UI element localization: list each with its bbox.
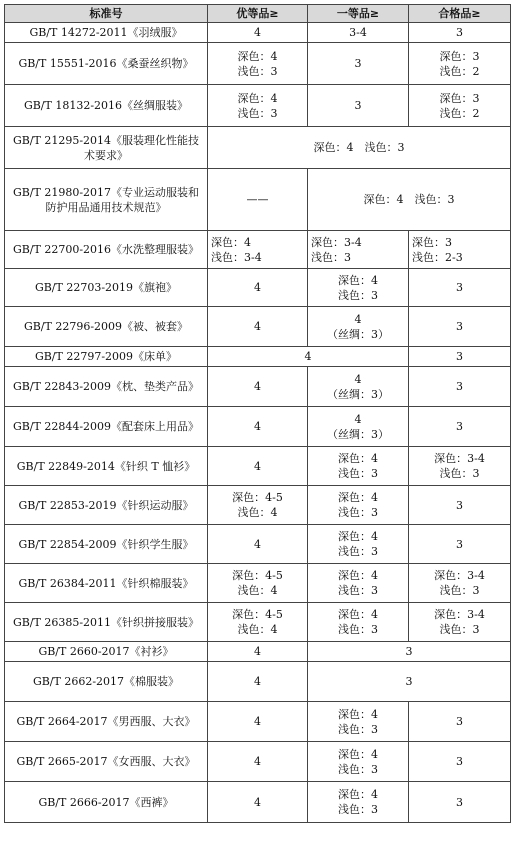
- cell-text-line: GB/T 21980-2017《专业运动服装和: [12, 185, 200, 199]
- grade-value-cell: [208, 85, 308, 127]
- cell-text-line: GB/T 22844-2009《配套床上用品》: [12, 420, 200, 433]
- table-row: [5, 662, 511, 702]
- cell-text-line: 3: [456, 755, 463, 768]
- grade-value-cell: [409, 367, 511, 407]
- grade-value-cell: [208, 23, 308, 43]
- grade-value-cell: [308, 85, 409, 127]
- table-row: [5, 603, 511, 642]
- table-row: [5, 564, 511, 603]
- cell-text-line: 浅色：3: [338, 762, 378, 776]
- cell-text-line: GB/T 22843-2009《枕、垫类产品》: [12, 380, 200, 393]
- cell-text-line: 深色：3: [439, 91, 480, 105]
- cell-text-line: 4: [254, 380, 261, 393]
- cell-text-line: 深色：4: [338, 273, 378, 287]
- table-row: [5, 702, 511, 742]
- standard-number-cell: [5, 269, 208, 307]
- standard-number-cell: [5, 85, 208, 127]
- grade-value-cell: [208, 525, 308, 564]
- cell-text-line: 4: [254, 26, 261, 39]
- standard-number-cell: [5, 447, 208, 486]
- cell-text-line: 4: [304, 350, 312, 363]
- grade-value-cell: [208, 43, 308, 85]
- grade-value-cell: [308, 486, 409, 525]
- cell-text-line: 深色：4: [338, 608, 378, 621]
- cell-text-line: GB/T 14272-2011《羽绒服》: [29, 26, 183, 39]
- cell-text-line: 3: [456, 715, 463, 728]
- cell-text-line: 3: [456, 537, 463, 551]
- cell-text-line: 深色：4: [338, 788, 378, 801]
- cell-text-line: 4: [254, 675, 261, 688]
- cell-text-line: 深色：4: [211, 235, 251, 249]
- standard-number-cell: [5, 742, 208, 782]
- standard-number-cell: [5, 347, 208, 367]
- cell-text-line: GB/T 2666-2017《西裤》: [38, 795, 174, 809]
- grade-value-cell: [208, 269, 308, 307]
- grade-value-cell: [308, 231, 409, 269]
- cell-text-line: GB/T 22796-2009《被、被套》: [23, 320, 189, 333]
- cell-text-line: 术要求》: [84, 148, 128, 162]
- cell-text-line: 4: [254, 755, 261, 768]
- grade-value-cell: [308, 367, 409, 407]
- cell-text-line: 4: [254, 795, 261, 809]
- table-row: [5, 407, 511, 447]
- cell-text-line: 深色：3-4: [434, 569, 485, 582]
- cell-text-line: 深色：4 浅色：3: [363, 193, 455, 206]
- standard-number-cell: [5, 23, 208, 43]
- cell-text-line: 4: [254, 459, 261, 473]
- cell-text-line: GB/T 26384-2011《针织棉服装》: [18, 576, 194, 590]
- cell-text-line: GB/T 2664-2017《男西服、大衣》: [16, 715, 196, 728]
- grade-value-cell: [208, 603, 308, 642]
- grade-value-cell: [308, 43, 409, 85]
- cell-text-line: 浅色：4: [237, 584, 278, 597]
- grade-value-cell: [409, 447, 511, 486]
- cell-text-line: 浅色：3-4: [211, 250, 262, 264]
- cell-text-line: 浅色：4: [237, 506, 278, 519]
- grade-value-cell: [409, 742, 511, 782]
- table-row: [5, 43, 511, 85]
- color-fastness-standards-table: [4, 4, 511, 823]
- cell-text-line: 深色：4 浅色：3: [313, 141, 405, 154]
- cell-text-line: 浅色：3: [338, 584, 378, 597]
- grade-value-cell: [308, 169, 511, 231]
- cell-text-line: 3: [456, 498, 463, 512]
- cell-text-line: （丝绸：3）: [327, 387, 389, 401]
- cell-text-line: 防护用品通用技术规范》: [45, 200, 167, 214]
- cell-text-line: 4: [354, 372, 362, 386]
- grade-value-cell: [208, 642, 308, 662]
- standard-number-cell: [5, 662, 208, 702]
- table-row: [5, 23, 511, 43]
- grade-value-cell: [409, 347, 511, 367]
- cell-text-line: 3-4: [349, 26, 367, 39]
- grade-value-cell: [308, 525, 409, 564]
- grade-value-cell: [208, 782, 308, 823]
- cell-text-line: GB/T 21295-2014《服装理化性能技: [12, 133, 200, 147]
- standard-number-cell: [5, 367, 208, 407]
- cell-text-line: 浅色：3: [338, 722, 378, 736]
- cell-text-line: 4: [254, 715, 261, 728]
- cell-text-line: 深色：4-5: [232, 569, 283, 582]
- grade-value-cell: [208, 702, 308, 742]
- cell-text-line: 3: [456, 350, 463, 363]
- grade-value-cell: [308, 407, 409, 447]
- cell-text-line: 浅色：3: [439, 623, 480, 636]
- cell-text-line: 深色：4-5: [232, 608, 283, 621]
- cell-text-line: 4: [254, 645, 261, 658]
- cell-text-line: 浅色：3: [338, 623, 378, 636]
- header-row: [5, 5, 511, 23]
- table-row: [5, 307, 511, 347]
- grade-value-cell: [308, 642, 511, 662]
- grade-value-cell: [308, 564, 409, 603]
- cell-text-line: 深色：4: [338, 747, 378, 761]
- cell-text-line: 深色：3: [412, 235, 452, 249]
- cell-text-line: 4: [354, 312, 362, 326]
- standard-number-cell: [5, 407, 208, 447]
- grade-value-cell: [409, 782, 511, 823]
- grade-value-cell: [409, 407, 511, 447]
- cell-text-line: 3: [456, 26, 463, 39]
- grade-value-cell: [409, 525, 511, 564]
- header-superior-grade: 优等品≥: [208, 5, 308, 23]
- cell-text-line: 3: [354, 99, 362, 112]
- cell-text-line: 深色：3-4: [434, 608, 485, 621]
- grade-value-cell: [409, 269, 511, 307]
- cell-text-line: 深色：4: [338, 569, 378, 582]
- grade-value-cell: [409, 702, 511, 742]
- table-row: [5, 742, 511, 782]
- grade-value-cell: [308, 307, 409, 347]
- cell-text-line: 浅色：3: [338, 545, 378, 558]
- cell-text-line: GB/T 2660-2017《衬衫》: [38, 645, 174, 658]
- grade-value-cell: [308, 742, 409, 782]
- table-row: [5, 347, 511, 367]
- cell-text-line: 浅色：3: [338, 288, 378, 302]
- grade-value-cell: [308, 782, 409, 823]
- grade-value-cell: [208, 231, 308, 269]
- grade-value-cell: [208, 486, 308, 525]
- grade-value-cell: [308, 702, 409, 742]
- cell-text-line: 浅色：2: [439, 64, 480, 78]
- standard-number-cell: [5, 169, 208, 231]
- cell-text-line: 浅色：2-3: [412, 250, 463, 264]
- table-row: [5, 85, 511, 127]
- grade-value-cell: [409, 43, 511, 85]
- grade-value-cell: [208, 564, 308, 603]
- standard-number-cell: [5, 702, 208, 742]
- table-row: [5, 169, 511, 231]
- cell-text-line: 3: [456, 380, 463, 393]
- cell-text-line: 4: [254, 537, 261, 551]
- cell-text-line: 3: [456, 795, 463, 809]
- cell-text-line: 深色：4: [338, 530, 378, 543]
- cell-text-line: 深色：4-5: [232, 491, 283, 504]
- cell-text-line: 浅色：3: [439, 584, 480, 597]
- table-row: [5, 642, 511, 662]
- grade-value-cell: [308, 662, 511, 702]
- standard-number-cell: [5, 307, 208, 347]
- cell-text-line: 4: [254, 420, 261, 433]
- cell-text-line: 浅色：4: [237, 623, 278, 636]
- cell-text-line: 深色：4: [237, 91, 278, 105]
- grade-value-cell: [208, 127, 511, 169]
- cell-text-line: 浅色：3: [311, 250, 351, 264]
- grade-value-cell: [409, 564, 511, 603]
- standard-number-cell: [5, 642, 208, 662]
- cell-text-line: 3: [456, 320, 463, 333]
- cell-text-line: （丝绸：3）: [327, 427, 389, 441]
- standard-number-cell: [5, 603, 208, 642]
- table-row: [5, 486, 511, 525]
- grade-value-cell: [308, 269, 409, 307]
- header-first-grade: 一等品≥: [308, 5, 409, 23]
- cell-text-line: GB/T 22853-2019《针织运动服》: [18, 498, 194, 512]
- cell-text-line: 深色：3: [439, 49, 480, 63]
- table-row: [5, 127, 511, 169]
- cell-text-line: ——: [246, 193, 269, 206]
- cell-text-line: 浅色：2: [439, 106, 480, 120]
- grade-value-cell: [308, 603, 409, 642]
- cell-text-line: GB/T 2665-2017《女西服、大衣》: [16, 755, 196, 768]
- cell-text-line: 浅色：3: [439, 467, 480, 480]
- table-row: [5, 367, 511, 407]
- grade-value-cell: [208, 307, 308, 347]
- cell-text-line: 深色：4: [237, 49, 278, 63]
- table-row: [5, 231, 511, 269]
- cell-text-line: （丝绸：3）: [327, 327, 389, 341]
- table-row: [5, 447, 511, 486]
- standard-number-cell: [5, 231, 208, 269]
- cell-text-line: 深色：4: [338, 452, 378, 465]
- grade-value-cell: [409, 231, 511, 269]
- cell-text-line: 3: [456, 281, 463, 294]
- cell-text-line: GB/T 22700-2016《水洗整理服装》: [12, 243, 200, 256]
- cell-text-line: GB/T 18132-2016《丝绸服装》: [23, 99, 189, 112]
- grade-value-cell: [208, 169, 308, 231]
- cell-text-line: 深色：4: [338, 491, 378, 504]
- cell-text-line: 深色：3-4: [311, 235, 362, 249]
- grade-value-cell: [308, 447, 409, 486]
- grade-value-cell: [409, 307, 511, 347]
- cell-text-line: 深色：4: [338, 707, 378, 721]
- grade-value-cell: [409, 23, 511, 43]
- cell-text-line: 3: [405, 645, 413, 658]
- cell-text-line: 4: [254, 320, 261, 333]
- cell-text-line: 4: [254, 281, 261, 294]
- grade-value-cell: [208, 347, 409, 367]
- cell-text-line: GB/T 22703-2019《旗袍》: [34, 281, 178, 294]
- cell-text-line: 浅色：3: [338, 803, 378, 816]
- table-body: [5, 23, 511, 823]
- cell-text-line: GB/T 26385-2011《针织拼接服装》: [12, 615, 200, 629]
- table-row: [5, 525, 511, 564]
- grade-value-cell: [208, 447, 308, 486]
- cell-text-line: 深色：3-4: [434, 452, 485, 465]
- table-row: [5, 782, 511, 823]
- cell-text-line: 3: [354, 57, 362, 70]
- standard-number-cell: [5, 486, 208, 525]
- grade-value-cell: [308, 23, 409, 43]
- standard-number-cell: [5, 127, 208, 169]
- grade-value-cell: [409, 486, 511, 525]
- header-standard-number: 标准号: [5, 5, 208, 23]
- standard-number-cell: [5, 43, 208, 85]
- cell-text-line: 浅色：3: [237, 64, 278, 78]
- cell-text-line: GB/T 22854-2009《针织学生服》: [18, 537, 194, 551]
- cell-text-line: 浅色：3: [237, 106, 278, 120]
- standard-number-cell: [5, 564, 208, 603]
- cell-text-line: GB/T 22797-2009《床单》: [34, 350, 178, 363]
- grade-value-cell: [208, 662, 308, 702]
- cell-text-line: GB/T 22849-2014《针织 T 恤衫》: [16, 459, 196, 473]
- standard-number-cell: [5, 525, 208, 564]
- header-qualified-grade: 合格品≥: [409, 5, 511, 23]
- grade-value-cell: [409, 85, 511, 127]
- grade-value-cell: [208, 407, 308, 447]
- grade-value-cell: [208, 742, 308, 782]
- standard-number-cell: [5, 782, 208, 823]
- cell-text-line: 4: [354, 412, 362, 426]
- cell-text-line: GB/T 2662-2017《棉服装》: [32, 675, 180, 688]
- grade-value-cell: [208, 367, 308, 407]
- cell-text-line: 浅色：3: [338, 506, 378, 519]
- cell-text-line: 3: [456, 420, 463, 433]
- table-row: [5, 269, 511, 307]
- cell-text-line: 浅色：3: [338, 467, 378, 480]
- cell-text-line: 3: [405, 675, 413, 688]
- cell-text-line: GB/T 15551-2016《桑蚕丝织物》: [18, 57, 194, 70]
- grade-value-cell: [409, 603, 511, 642]
